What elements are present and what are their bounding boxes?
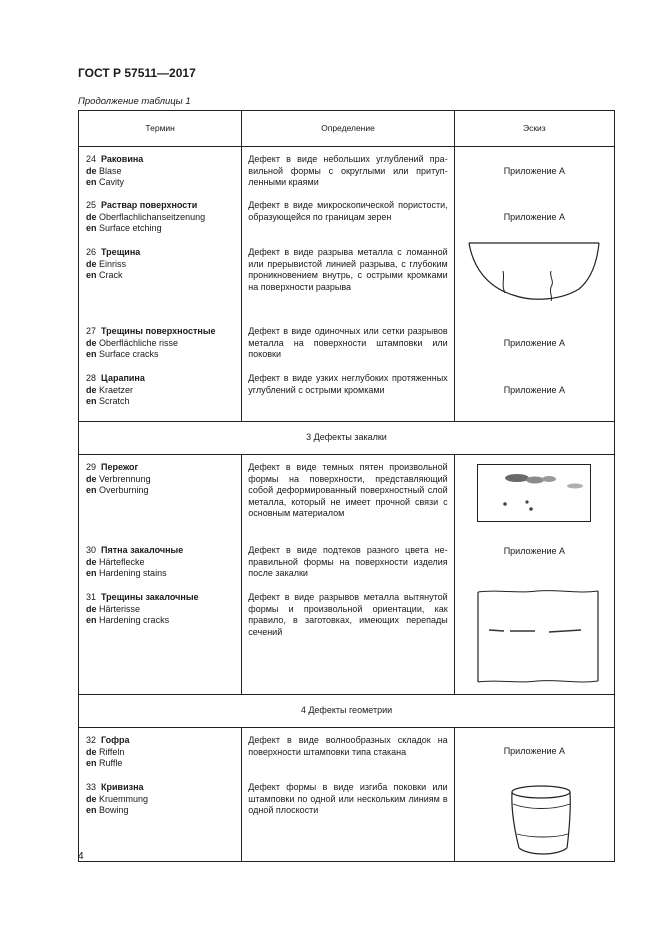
crack-sketch-image [467, 237, 601, 307]
definition-27: Дефект в виде одиночных или сетки разрывов металла на поверхности штамповки или поковки [248, 326, 448, 359]
table-row [79, 147, 615, 422]
definition-29: Дефект в виде темных пятен произвольной формы на поверхности, представляющий собой деформированный поверхностный слой металла, который не имеет прочной связи с основным материалом [248, 462, 448, 518]
bowing-sketch-image [509, 784, 577, 858]
table-continuation-caption: Продолжение таблицы 1 [78, 96, 191, 107]
definition-32: Дефект в виде волнообразных складок на поверхности штамповки типа стакана [248, 735, 448, 757]
term-26: 26 Трещина de Einriss en Crack [86, 247, 141, 280]
sketch-cell [455, 147, 614, 421]
sketch-ref-30: Приложение А [503, 546, 565, 556]
sketch-ref-28: Приложение А [503, 385, 565, 395]
section-title-geometry: 4 Дефекты геометрии [79, 695, 615, 728]
definition-28: Дефект в виде узких неглубоких протяженных углублений с острыми кромками [248, 373, 448, 395]
header-term: Термин [79, 111, 242, 147]
header-definition: Определение [242, 111, 454, 147]
definition-24: Дефект в виде небольших углублений правильной формы с округлыми или притупленными краями [248, 154, 448, 187]
term-25: 25 Раствар поверхности de Oberflachlichanseitzenung en Surface etching [86, 200, 206, 233]
term-cell [79, 728, 241, 861]
definition-cell [242, 455, 453, 694]
definition-26: Дефект в виде разрыва металла с ломанной или прерывистой линией разрыва, с глубоким проникновением внутрь, с острыми кромками на поверхности разрыва [248, 247, 448, 292]
definition-25: Дефект в виде микроскопической пористости, образующейся по границам зерен [248, 200, 448, 222]
term-29: 29 Пережог de Verbrennung en Overburning [86, 462, 151, 495]
table-row [79, 455, 615, 695]
table-header-row [79, 111, 615, 147]
defects-table [78, 110, 615, 862]
term-27: 27 Трещины поверхностные de Oberflächliche risse en Surface cracks [86, 326, 216, 359]
definition-31: Дефект в виде разрывов металла вытянутой формы и произвольной ориентации, как правило, в заготовках, имеющих перепады сечений [248, 592, 448, 637]
term-33: 33 Кривизна de Kruemmung en Bowing [86, 782, 149, 815]
section-row [79, 695, 615, 728]
sketch-cell [455, 455, 614, 694]
document-id: ГОСТ Р 57511—2017 [78, 66, 196, 80]
term-31: 31 Трещины закалочные de Härterisse en Hardening cracks [86, 592, 199, 625]
overburning-sketch-image [477, 464, 591, 522]
hardening-cracks-sketch-image [477, 588, 599, 686]
sketch-ref-25: Приложение А [503, 212, 565, 222]
term-cell [79, 455, 241, 694]
sketch-ref-27: Приложение А [503, 338, 565, 348]
term-28: 28 Царапина de Kraetzer en Scratch [86, 373, 145, 406]
term-30: 30 Пятна закалочные de Härteflecke en Hardening stains [86, 545, 184, 578]
term-24: 24 Раковина de Blase en Cavity [86, 154, 144, 187]
definition-30: Дефект в виде подтеков разного цвета неправильной формы на поверхности изделия после закалки [248, 545, 448, 578]
header-sketch: Эскиз [454, 111, 614, 147]
page-number: 4 [78, 851, 84, 862]
sketch-ref-24: Приложение А [503, 166, 565, 176]
section-title-quenching: 3 Дефекты закалки [79, 422, 615, 455]
sketch-ref-32: Приложение А [503, 746, 565, 756]
term-32: 32 Гофра de Riffeln en Ruffle [86, 735, 130, 768]
definition-cell [242, 728, 453, 861]
table-row [79, 728, 615, 862]
definition-33: Дефект формы в виде изгиба поковки или штамповки по одной или нескольким линиям в одной плоскости [248, 782, 448, 815]
term-cell [79, 147, 241, 421]
definition-cell [242, 147, 453, 421]
section-row [79, 422, 615, 455]
sketch-cell [455, 728, 614, 861]
